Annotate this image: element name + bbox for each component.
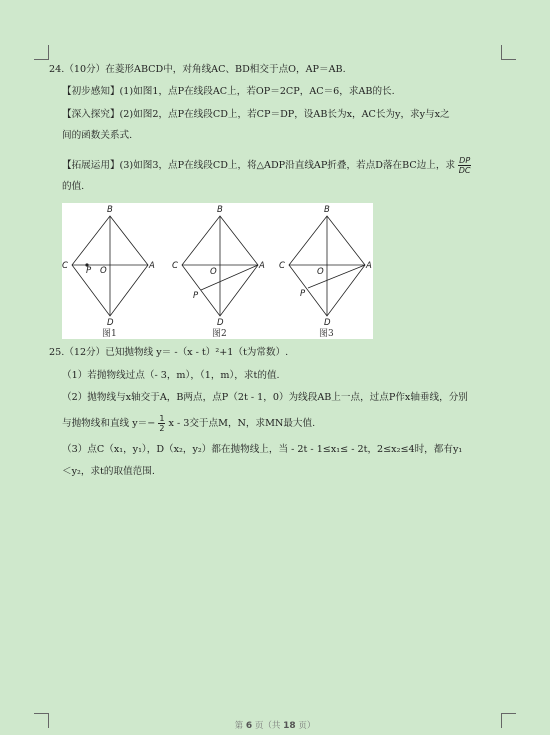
fig2-label-b: B <box>217 205 223 215</box>
q24-part3-text: 【拓展运用】(3)如图3，点P在线段CD上，将△ADP沿直线AP折叠，若点D落在BC边上，求 <box>62 160 456 171</box>
fig2-label-c: C <box>172 261 178 271</box>
fig1-label-c: C <box>62 261 68 271</box>
q25-fraction-denominator: 2 <box>159 424 165 433</box>
fig1-label-a: A <box>149 261 155 271</box>
crop-mark-top-right <box>501 45 516 60</box>
fig1-caption: 图1 <box>102 329 117 339</box>
fig3-label-p: P <box>300 289 306 299</box>
q25-head: 25.（12分）已知抛物线 y＝ -（x - t）²+1（t为常数）. <box>49 347 289 358</box>
fig3-label-o: O <box>317 267 324 277</box>
q25-fraction <box>158 414 165 433</box>
fig2-label-p: P <box>193 291 199 301</box>
footer-mid: 页（共 <box>254 721 281 731</box>
fig3-label-a: A <box>366 261 372 271</box>
figures-panel <box>62 203 373 339</box>
page-footer <box>0 719 550 731</box>
fig3-label-b: B <box>324 205 330 215</box>
q25-part2-cont <box>62 414 315 433</box>
q24-fraction <box>458 156 471 175</box>
fig1-label-p: P <box>86 266 92 276</box>
q24-part2: 【深入探究】(2)如图2，点P在线段CD上，若CP＝DP，设AB长为x，AC长为y，求y与x之 <box>62 109 450 120</box>
q24-head: 24.（10分）在菱形ABCD中，对角线AC、BD相交于点O，AP＝AB. <box>49 64 346 75</box>
rhombus-figures <box>62 203 373 339</box>
fig2-label-a: A <box>259 261 265 271</box>
fig2-caption: 图2 <box>212 329 227 339</box>
footer-page-number: 6 <box>245 721 253 731</box>
q24-fraction-denominator: DC <box>458 166 471 175</box>
crop-mark-top-left <box>34 45 49 60</box>
fig3-label-d: D <box>324 318 331 328</box>
fig2-label-o: O <box>210 267 217 277</box>
footer-post: 页） <box>298 721 316 731</box>
fig3-label-c: C <box>279 261 285 271</box>
q24-part2-cont: 间的函数关系式. <box>62 130 133 141</box>
q24-part1: 【初步感知】(1)如图1，点P在线段AC上，若OP＝2CP，AC＝6，求AB的长. <box>62 86 395 97</box>
q25-part1: （1）若抛物线过点（- 3，m），（1，m），求t的值. <box>62 370 280 381</box>
q25-part2-cont-pre: 与抛物线和直线 y＝− <box>62 418 156 429</box>
fig2-label-d: D <box>217 318 224 328</box>
fig3-caption: 图3 <box>319 329 334 339</box>
fig1-label-b: B <box>107 205 113 215</box>
footer-pre: 第 <box>234 721 244 731</box>
q25-part2: （2）抛物线与x轴交于A，B两点，点P（2t - 1，0）为线段AB上一点，过点P作x轴垂线，分别 <box>62 392 468 403</box>
q24-part3 <box>62 156 471 175</box>
q24-fraction-numerator: DP <box>459 156 471 165</box>
q24-part3-cont: 的值. <box>62 181 85 192</box>
fig1-label-d: D <box>107 318 114 328</box>
q25-part2-cont-post: x - 3交于点M，N，求MN最大值. <box>168 418 316 429</box>
fig1-label-o: O <box>100 266 107 276</box>
q25-part3: （3）点C（x₁，y₁），D（x₂，y₂）都在抛物线上，当 - 2t - 1≤x₁≤ - 2t，2≤x₂≤4时，都有y₁ <box>62 444 463 455</box>
footer-total-pages: 18 <box>283 721 296 731</box>
q25-fraction-numerator: 1 <box>159 414 165 423</box>
q25-part3-cont: ＜y₂，求t的取值范围. <box>62 466 155 477</box>
